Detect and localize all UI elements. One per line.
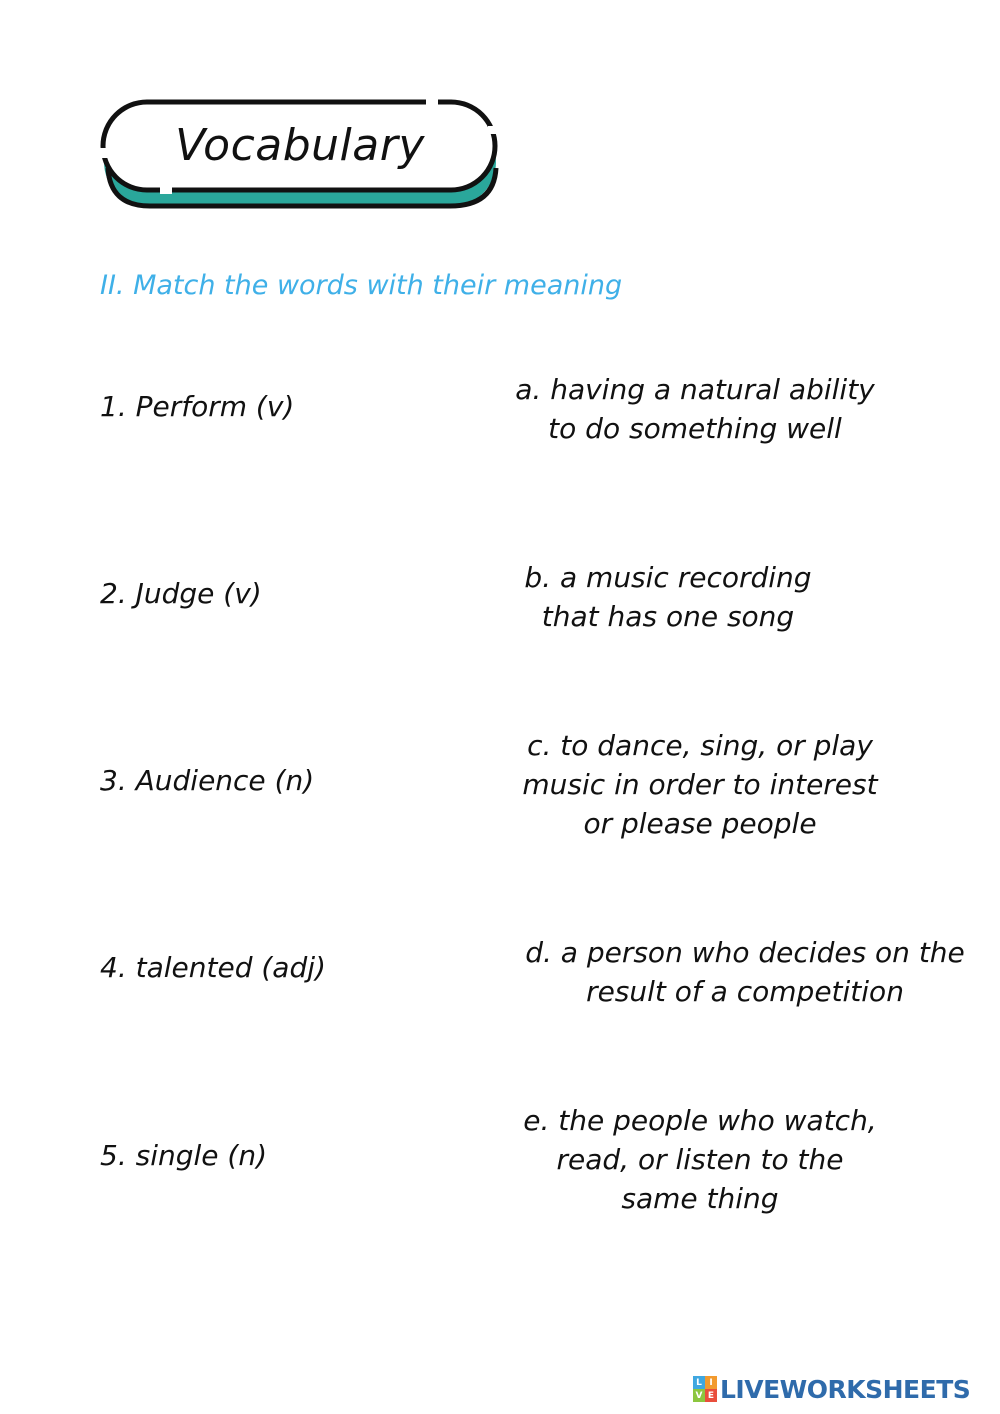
meaning-item-e — [500, 1101, 900, 1218]
word-item-2: 2. Judge (v) — [100, 577, 262, 610]
meaning-line: d. a person who decides on the — [525, 936, 965, 969]
logo-mark-letter: E — [705, 1389, 717, 1402]
liveworksheets-mark-icon — [693, 1376, 717, 1402]
meaning-item-b — [468, 558, 868, 636]
meaning-item-c — [500, 726, 900, 843]
logo-mark-letter: I — [705, 1376, 717, 1389]
word-item-3: 3. Audience (n) — [100, 764, 315, 797]
meaning-line: music in order to interest — [522, 768, 878, 801]
meaning-line: e. the people who watch, — [523, 1104, 877, 1137]
word-item-5: 5. single (n) — [100, 1139, 268, 1172]
meaning-line: that has one song — [541, 600, 795, 633]
meaning-item-d — [500, 933, 990, 1011]
title-badge — [100, 98, 500, 214]
meaning-line: same thing — [621, 1182, 779, 1215]
meaning-line: b. a music recording — [524, 561, 812, 594]
page-title: Vocabulary — [175, 120, 425, 171]
meaning-line: to do something well — [548, 412, 842, 445]
meaning-line: result of a competition — [586, 975, 904, 1008]
meaning-line: read, or listen to the — [556, 1143, 844, 1176]
word-item-1: 1. Perform (v) — [100, 390, 295, 423]
logo-mark-letter: V — [693, 1389, 705, 1402]
liveworksheets-logo — [693, 1372, 993, 1406]
meaning-item-a — [495, 370, 895, 448]
word-item-4: 4. talented (adj) — [100, 951, 326, 984]
meaning-line: a. having a natural ability — [515, 373, 875, 406]
meaning-line: or please people — [583, 807, 817, 840]
meaning-line: c. to dance, sing, or play — [527, 729, 873, 762]
logo-text: LIVEWORKSHEETS — [720, 1374, 971, 1404]
exercise-instruction: II. Match the words with their meaning — [100, 270, 623, 301]
logo-mark-letter: L — [693, 1376, 705, 1389]
